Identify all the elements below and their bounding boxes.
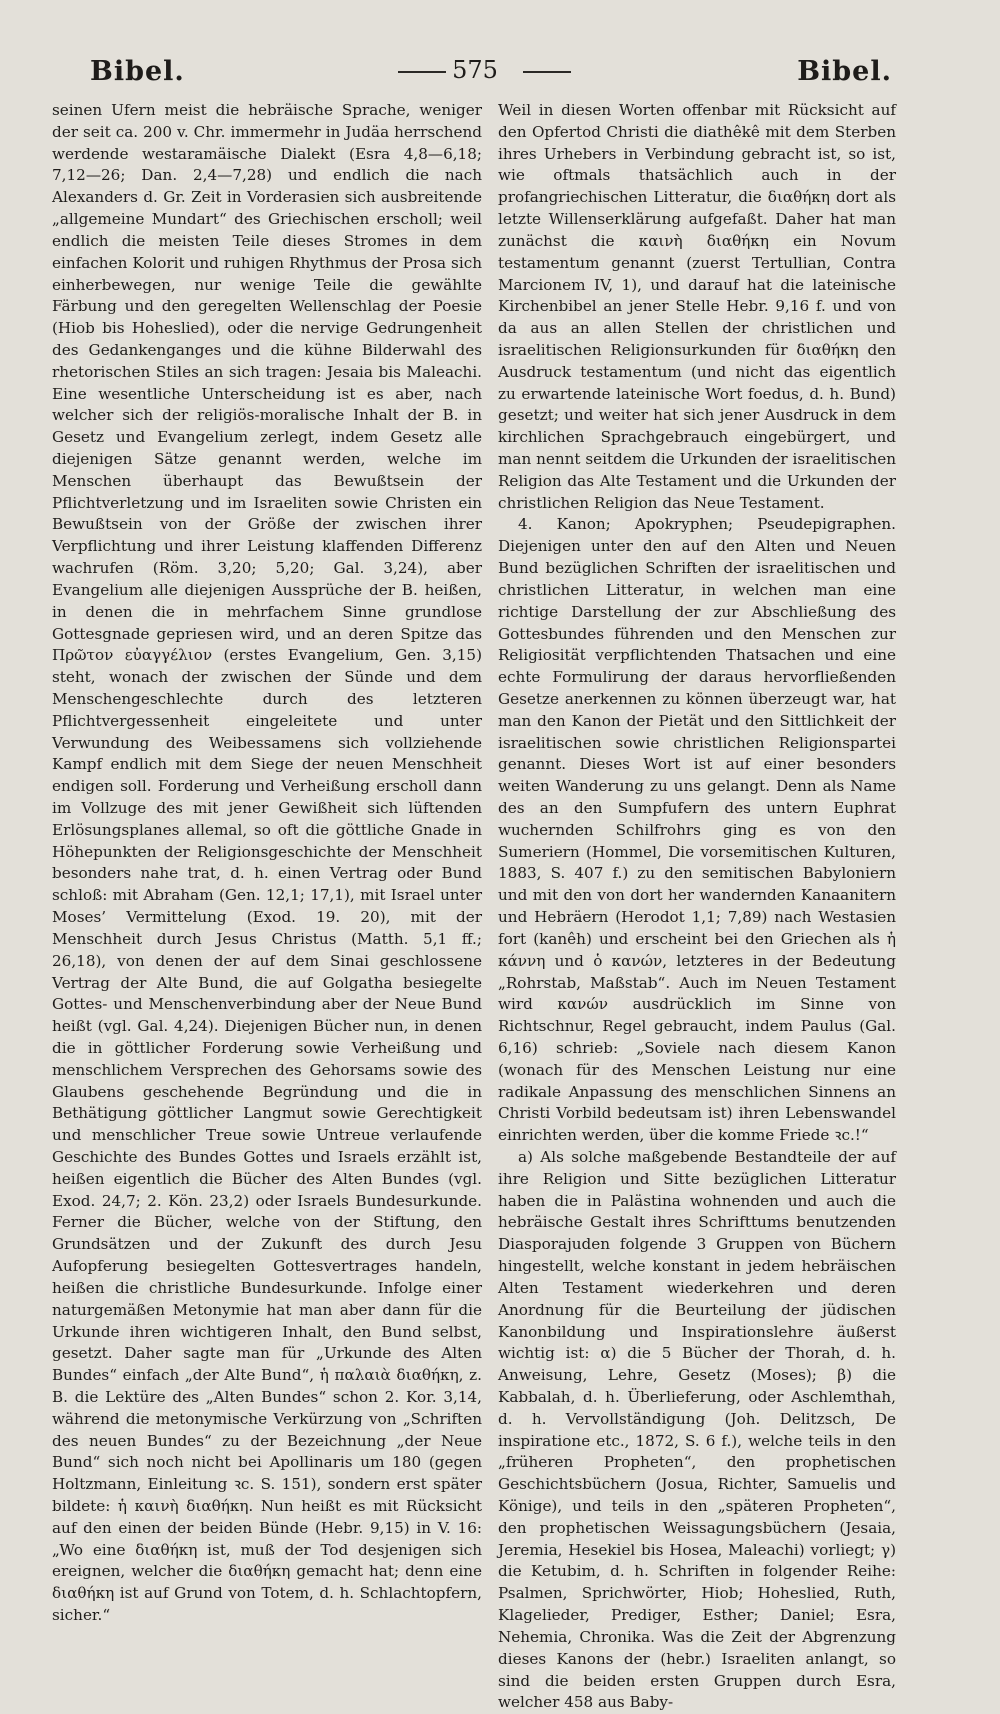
paragraph: Weil in diesen Worten offenbar mit Rücksicht auf den Opfertod Christi die diathêkê mit dem Sterben ihres Urhebers in Verbindung gebracht ist, so ist, wie oftmals thatsächlich auch in der profangriechischen Litteratur, die διαθήκη dort als letzte Willenserklärung aufgefaßt. Daher hat man zunächst die καινὴ διαθήκη ein Novum testamentum genannt (zuerst Tertullian, Contra Marcionem IV, 1), und darauf hat die lateinische Kirchenbibel an jener Stelle Hebr. 9,16 f. und von da aus an allen Stellen der christlichen und israelitischen Religionsurkunden für διαθήκη den Ausdruck testamentum (und nicht das eigentlich zu erwartende lateinische Wort foedus, d. h. Bund) gesetzt; und weiter hat sich jener Ausdruck in dem kirchlichen Sprachgebrauch eingebürgert, und man nennt seitdem die Urkunden der israelitischen Religion das Alte Testament und die Urkunden der christlichen Religion das Neue Testament. bbox=[498, 101, 896, 512]
running-head-right: Bibel. bbox=[797, 56, 892, 87]
page-number: 575 bbox=[452, 56, 498, 84]
header-rule-right bbox=[523, 71, 571, 73]
paragraph-section-heading: 4. Kanon; Apokryphen; Pseudepigraphen. Diejenigen unter den auf den Alten und Neuen Bund bezüglichen Schriften der israelitischen und christlichen Litteratur, in welchen man eine richtige Darstellung der zur Abschließung des Gottesbundes führenden und den Menschen zur Religiosität verpflichtenden Thatsachen und eine echte Formulirung der daraus hervorfließenden Gesetze anerkennen zu können überzeugt war, hat man den Kanon der Pietät und den Sittlichkeit der israelitischen sowie christlichen Religionspartei genannt. Dieses Wort ist auf einer besonders weiten Wanderung zu uns gelangt. Denn als Name des an den Sumpfufern des untern Euphrat wuchernden Schilfrohrs ging es von den Sumeriern (Hommel, Die vorsemitischen Kulturen, 1883, S. 407 f.) zu den semitischen Babyloniern und mit den von dort her wandernden Kanaanitern und Hebräern (Herodot 1,1; 7,89) nach Westasien fort (kanêh) und erscheint bei den Griechen als ἡ κάννη und ὁ κανών, letzteres in der Bedeutung „Rohrstab, Maßstab“. Auch im Neuen Testament wird κανών ausdrücklich im Sinne von Richtschnur, Regel gebraucht, indem Paulus (Gal. 6,16) schrieb: „Soviele nach diesem Kanon (wonach für des Menschen Leistung nur eine radikale Anpassung des menschlichen Sinnens an Christi Vorbild bedeutsam ist) ihren Lebenswandel einrichten werden, über die komme Friede ꝛc.!“ bbox=[498, 515, 896, 1145]
left-column bbox=[52, 100, 482, 1627]
running-head-left: Bibel. bbox=[90, 56, 185, 87]
paragraph: a) Als solche maßgebende Bestandteile der auf ihre Religion und Sitte bezüglichen Litteratur haben die in Palästina wohnenden und auch die hebräische Gestalt ihres Schrifttums benutzenden Diasporajuden folgende 3 Gruppen von Büchern hingestellt, welche konstant in jedem hebräischen Alten Testament wiederkehren und deren Anordnung für die Beurteilung der jüdischen Kanonbildung und Inspirationslehre äußerst wichtig ist: α) die 5 Bücher der Thorah, d. h. Anweisung, Lehre, Gesetz (Moses); β) die Kabbalah, d. h. Überlieferung, oder Aschlemthah, d. h. Vervollständigung (Joh. Delitzsch, De inspiratione etc., 1872, S. 6 f.), welche teils in den „früheren Propheten“, den prophetischen Geschichtsbüchern (Josua, Richter, Samuelis und Könige), und teils in den „späteren Propheten“, den prophetischen Weissagungsbüchern (Jesaia, Jeremia, Hesekiel bis Hosea, Maleachi) vorliegt; γ) die Ketubim, d. h. Schriften in folgender Reihe: Psalmen, Sprichwörter, Hiob; Hoheslied, Ruth, Klagelieder, Prediger, Esther; Daniel; Esra, Nehemia, Chronika. Was die Zeit der Abgrenzung dieses Kanons der (hebr.) Israeliten anlangt, so sind die beiden ersten Gruppen durch Esra, welcher 458 aus Baby- bbox=[498, 1148, 896, 1712]
paragraph: seinen Ufern meist die hebräische Sprache, weniger der seit ca. 200 v. Chr. immermehr in Judäa herrschend werdende westaramäische Dialekt (Esra 4,8—6,18; 7,12—26; Dan. 2,4—7,28) und endlich die nach Alexanders d. Gr. Zeit in Vorderasien sich ausbreitende „allgemeine Mundart“ des Griechischen erscholl; weil endlich die meisten Teile dieses Stromes in dem einfachen Kolorit und ruhigen Rhythmus der Prosa sich einherbewegen, nur wenige Teile die gewählte Färbung und den geregelten Wellenschlag der Poesie (Hiob bis Hoheslied), oder die nervige Gedrungenheit des Gedankenganges und die kühne Bilderwahl des rhetorischen Stiles an sich tragen: Jesaia bis Maleachi. Eine wesentliche Unterscheidung ist es aber, nach welcher sich der religiös-moralische Inhalt der B. in Gesetz und Evangelium zerlegt, indem Gesetz alle diejenigen Sätze genannt werden, welche im Menschen überhaupt das Bewußtsein der Pflichtverletzung und im Israeliten sowie Christen ein Bewußtsein von der Größe der zwischen ihrer Verpflichtung und ihrer Leistung klaffenden Differenz wachrufen (Röm. 3,20; 5,20; Gal. 3,24), aber Evangelium alle diejenigen Aussprüche der B. heißen, in denen die in mehrfachem Sinne grundlose Gottesgnade gepriesen wird, und an deren Spitze das Πρῶτον εὐαγγέλιον (erstes Evangelium, Gen. 3,15) steht, wonach der zwischen der Sünde und dem Menschengeschlechte durch des letzteren Pflichtvergessenheit eingeleitete und unter Verwundung des Weibessamens sich vollziehende Kampf endlich mit dem Siege der neuen Menschheit endigen soll. Forderung und Verheißung erscholl dann im Vollzuge des mit jener Gewißheit sich lüftenden Erlösungsplanes allemal, so oft die göttliche Gnade in Höhepunkten der Religionsgeschichte der Menschheit besonders nahe trat, d. h. einen Vertrag oder Bund schloß: mit Abraham (Gen. 12,1; 17,1), mit Israel unter Moses’ Vermittelung (Exod. 19. 20), mit der Menschheit durch Jesus Christus (Matth. 5,1 ff.; 26,18), von denen der auf dem Sinai geschlossene Vertrag der Alte Bund, die auf Golgatha besiegelte Gottes- und Menschenverbindung aber der Neue Bund heißt (vgl. Gal. 4,24). Diejenigen Bücher nun, in denen die in göttlicher Forderung sowie Verheißung und menschlichem Versprechen des Gehorsams sowie des Glaubens geschehende Begründung und die in Bethätigung göttlicher Langmut sowie Gerechtigkeit und menschlicher Treue sowie Untreue verlaufende Geschichte des Bundes Gottes und Israels erzählt ist, heißen eigentlich die Bücher des Alten Bundes (vgl. Exod. 24,7; 2. Kön. 23,2) oder Israels Bundesurkunde. Ferner die Bücher, welche von der Stiftung, den Grundsätzen und der Zukunft des durch Jesu Aufopferung besiegelten Gottesvertrages handeln, heißen die christliche Bundesurkunde. Infolge einer naturgemäßen Metonymie hat man aber dann für die Urkunde ihren wichtigeren Inhalt, den Bund selbst, gesetzt. Daher sagte man für „Urkunde des Alten Bundes“ einfach „der Alte Bund“, ἡ παλαιὰ διαθήκη, z. B. die Lektüre des „Alten Bundes“ schon 2. Kor. 3,14, während die metonymische Verkürzung von „Schriften des neuen Bundes“ zu der Bezeichnung „der Neue Bund“ sich noch nicht bei Apollinaris um 180 (gegen Holtzmann, Einleitung ꝛc. S. 151), sondern erst später bildete: ἡ καινὴ διαθήκη. Nun heißt es mit Rücksicht auf den einen der beiden Bünde (Hebr. 9,15) in V. 16: „Wo eine διαθήκη ist, muß der Tod desjenigen sich ereignen, welcher die διαθήκη gemacht hat; denn eine διαθήκη ist auf Grund von Totem, d. h. Schlachtopfern, sicher.“ bbox=[52, 101, 482, 1625]
page-header bbox=[0, 56, 1000, 96]
right-column bbox=[498, 100, 896, 1714]
